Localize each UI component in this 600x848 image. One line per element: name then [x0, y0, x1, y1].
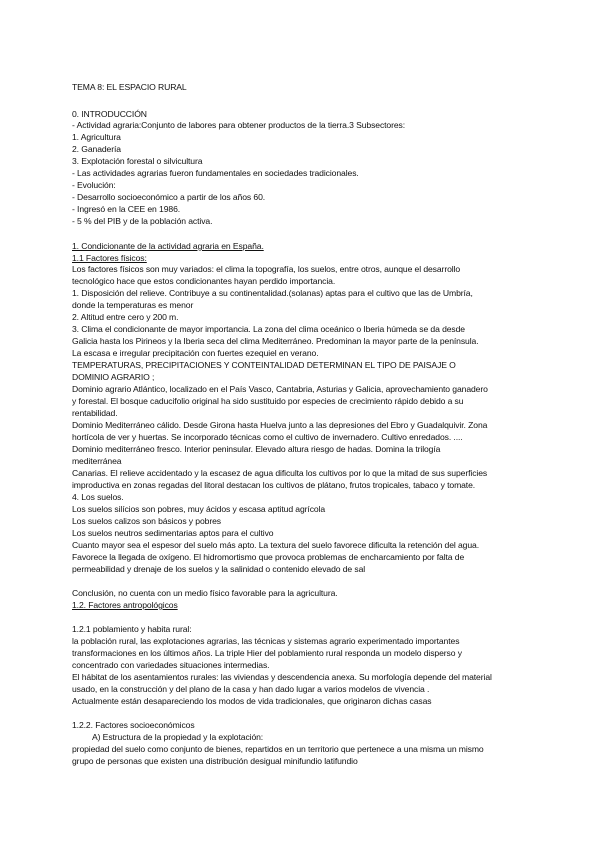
intro-line: - Evolución:: [72, 180, 116, 190]
body-line: propiedad del suelo como conjunto de bienes, repartidos en un territorio que pertenece a una misma un mismo: [72, 744, 484, 754]
body-line: El hábitat de los asentamientos rurales: las viviendas y descendencia anexa. Su morfología depende del material: [72, 672, 492, 682]
body-line: la población rural, las explotaciones agrarias, las técnicas y sistemas agrario experimentado importantes: [72, 636, 460, 646]
body-line: concentrado con variedades situaciones intermedias.: [72, 660, 270, 670]
intro-line: - Actividad agraria:Conjunto de labores para obtener productos de la tierra.3 Subsectores:: [72, 120, 406, 130]
intro-line: - 5 % del PIB y de la población activa.: [72, 216, 213, 226]
body-line: y forestal. El bosque caducifolio original ha sido sustituido por especies de crecimiento rápido debido a su: [72, 396, 464, 406]
section1-heading: 1. Condicionante de la actividad agraria en España.: [72, 241, 264, 251]
intro-line: - Las actividades agrarias fueron fundamentales en sociedades tradicionales.: [72, 168, 359, 178]
body-line: Cuanto mayor sea el espesor del suelo más apto. La textura del suelo favorece dificulta la retención del agua.: [72, 540, 480, 550]
body-line: Los suelos calizos son básicos y pobres: [72, 516, 221, 526]
section122-heading: 1.2.2. Factores socioeconómicos: [72, 720, 195, 730]
intro-line: 1. Agricultura: [72, 132, 121, 142]
body-line: Los suelos silícios son pobres, muy ácidos y escasa aptitud agrícola: [72, 504, 326, 514]
body-line: 3. Clima el condicionante de mayor importancia. La zona del clima oceánico o Iberia húmeda se da desde: [72, 324, 465, 334]
body-line: 2. Altitud entre cero y 200 m.: [72, 312, 179, 322]
intro-line: 3. Explotación forestal o silvicultura: [72, 156, 203, 166]
body-line: Favorece la llegada de oxígeno. El hidromortismo que provoca problemas de encharcamiento por falta de: [72, 552, 465, 562]
conclusion-line: Conclusión, no cuenta con un medio físico favorable para la agricultura.: [72, 588, 338, 598]
body-line: donde la temperaturas es menor: [72, 300, 194, 310]
section121-heading: 1.2.1 poblamiento y habita rural:: [72, 624, 192, 634]
body-line: DOMINIO AGRARIO ;: [72, 372, 155, 382]
body-line: usado, en la construcción y del plano de la casa y han dado lugar a varios modelos de vivencia .: [72, 684, 430, 694]
body-line: rentabilidad.: [72, 408, 118, 418]
body-line: mediterránea: [72, 456, 122, 466]
intro-heading: 0. INTRODUCCIÓN: [72, 109, 147, 119]
body-line: TEMPERATURAS, PRECIPITACIONES Y CONTEINTALIDAD DETERMINAN EL TIPO DE PAISAJE O: [72, 360, 456, 370]
intro-line: - Ingresó en la CEE en 1986.: [72, 204, 181, 214]
body-line: Actualmente están desapareciendo los modos de vida tradicionales, que originaron dichas casas: [72, 696, 432, 706]
body-line: 4. Los suelos.: [72, 492, 124, 502]
body-line: Galicia hasta los Pirineos y la Iberia seca del clima Mediterráneo. Predominan la mayor parte de la península.: [72, 336, 479, 346]
intro-line: - Desarrollo socioeconómico a partir de los años 60.: [72, 192, 266, 202]
body-line: 1. Disposición del relieve. Contribuye a su continentalidad.(solanas) aptas para el cultivo que las de Umbría,: [72, 288, 473, 298]
body-line: Dominio mediterráneo fresco. Interior peninsular. Elevado altura riesgo de hadas. Domina la trilogía: [72, 444, 441, 454]
body-line: Los factores físicos son muy variados: el clima la topografía, los suelos, entre otros, aunque el desarrollo: [72, 264, 461, 274]
section122-subheading: A) Estructura de la propiedad y la explotación:: [92, 732, 264, 742]
body-line: La escasa e irregular precipitación con fuertes ezequiel en verano.: [72, 348, 319, 358]
intro-line: 2. Ganadería: [72, 144, 121, 154]
body-line: Dominio Mediterráneo cálido. Desde Girona hasta Huelva junto a las depresiones del Ebro y Guadalquivir. Zona: [72, 420, 488, 430]
body-line: Canarias. El relieve accidentado y la escasez de agua dificulta los cultivos por lo que la mitad de sus superficies: [72, 468, 488, 478]
document-title: TEMA 8: EL ESPACIO RURAL: [72, 82, 187, 92]
body-line: hortícola de ver y huertas. Se incorporado técnicas como el cultivo de invernadero. Cultivo enredados. ....: [72, 432, 463, 442]
section12-heading: 1.2. Factores antropológicos: [72, 600, 178, 610]
body-line: improductiva en zonas regadas del litoral destacan los cultivos de plátano, frutos tropicales, tabaco y tomate.: [72, 480, 476, 490]
body-line: Los suelos neutros sedimentarias aptos para el cultivo: [72, 528, 274, 538]
body-line: permeabilidad y drenaje de los suelos y la salinidad o contenido elevado de sal: [72, 564, 366, 574]
body-line: grupo de personas que existen una distribución desigual minifundio latifundio: [72, 756, 358, 766]
body-line: tecnológico hace que estos condicionantes hayan perdido importancia.: [72, 276, 336, 286]
body-line: transformaciones en los últimos años. La triple Hier del poblamiento rural responda un modelo disperso y: [72, 648, 462, 658]
body-line: Dominio agrario Atlántico, localizado en el País Vasco, Cantabria, Asturias y Galicia, aprovechamiento ganadero: [72, 384, 488, 394]
section1-subheading: 1.1 Factores físicos:: [72, 253, 147, 263]
